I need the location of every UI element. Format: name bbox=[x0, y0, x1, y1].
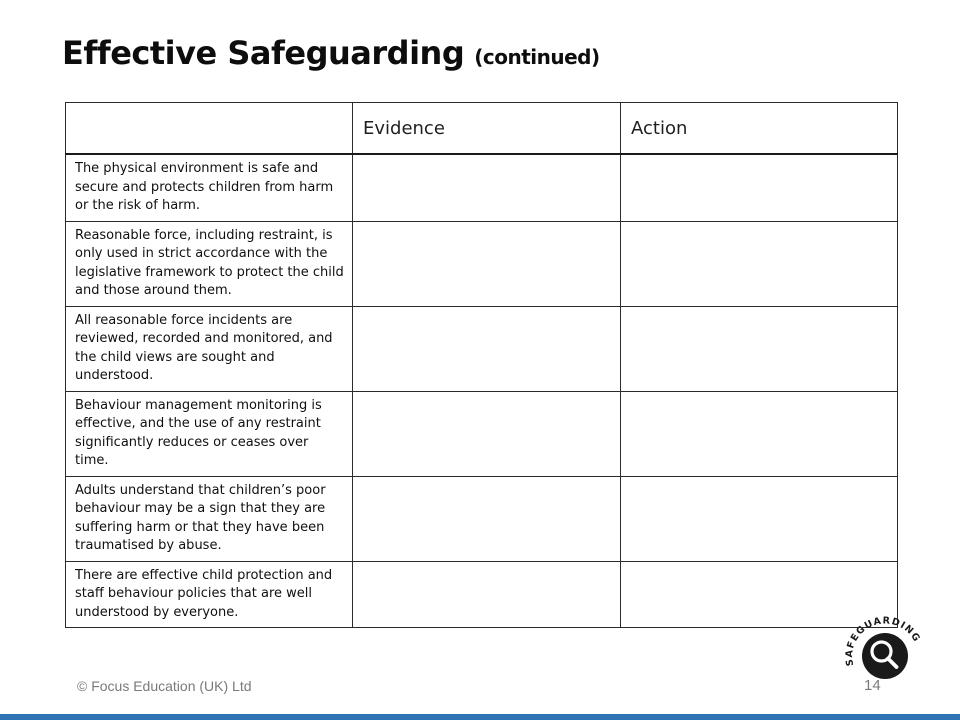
title-text: Effective Safeguarding bbox=[62, 34, 465, 72]
footer-copyright: © Focus Education (UK) Ltd bbox=[77, 678, 252, 694]
evidence-cell bbox=[353, 391, 621, 476]
page-title bbox=[62, 34, 600, 72]
evidence-cell bbox=[353, 154, 621, 221]
action-cell bbox=[621, 221, 898, 306]
header-cell-action: Action bbox=[621, 103, 898, 155]
criterion-cell: All reasonable force incidents are reviewed, recorded and monitored, and the child views are sought and understood. bbox=[66, 306, 353, 391]
criterion-cell: There are effective child protection and staff behaviour policies that are well understood by everyone. bbox=[66, 561, 353, 628]
action-cell bbox=[621, 476, 898, 561]
header-cell-criterion bbox=[66, 103, 353, 155]
criterion-cell: Behaviour management monitoring is effective, and the use of any restraint significantly reduces or ceases over time. bbox=[66, 391, 353, 476]
action-cell bbox=[621, 306, 898, 391]
logo-arc-text: SAFEGUARDING bbox=[843, 615, 923, 667]
table-row bbox=[66, 476, 898, 561]
table-row bbox=[66, 154, 898, 221]
table-row bbox=[66, 561, 898, 628]
table-row bbox=[66, 306, 898, 391]
action-cell bbox=[621, 154, 898, 221]
logo-circle bbox=[862, 633, 908, 679]
evidence-cell bbox=[353, 221, 621, 306]
header-cell-evidence: Evidence bbox=[353, 103, 621, 155]
action-cell bbox=[621, 391, 898, 476]
criterion-cell: The physical environment is safe and secure and protects children from harm or the risk of harm. bbox=[66, 154, 353, 221]
page-number: 14 bbox=[864, 677, 881, 694]
table-row bbox=[66, 221, 898, 306]
criterion-cell: Reasonable force, including restraint, is only used in strict accordance with the legislative framework to protect the child and those around them. bbox=[66, 221, 353, 306]
table-row bbox=[66, 391, 898, 476]
title-suffix: (continued) bbox=[474, 45, 600, 69]
safeguarding-table bbox=[65, 102, 898, 628]
evidence-cell bbox=[353, 561, 621, 628]
table-header-row bbox=[66, 103, 898, 155]
evidence-cell bbox=[353, 306, 621, 391]
evidence-cell bbox=[353, 476, 621, 561]
bottom-accent-bar bbox=[0, 714, 960, 720]
safeguarding-logo bbox=[838, 598, 932, 692]
criterion-cell: Adults understand that children’s poor behaviour may be a sign that they are suffering harm or that they have been traumatised by abuse. bbox=[66, 476, 353, 561]
